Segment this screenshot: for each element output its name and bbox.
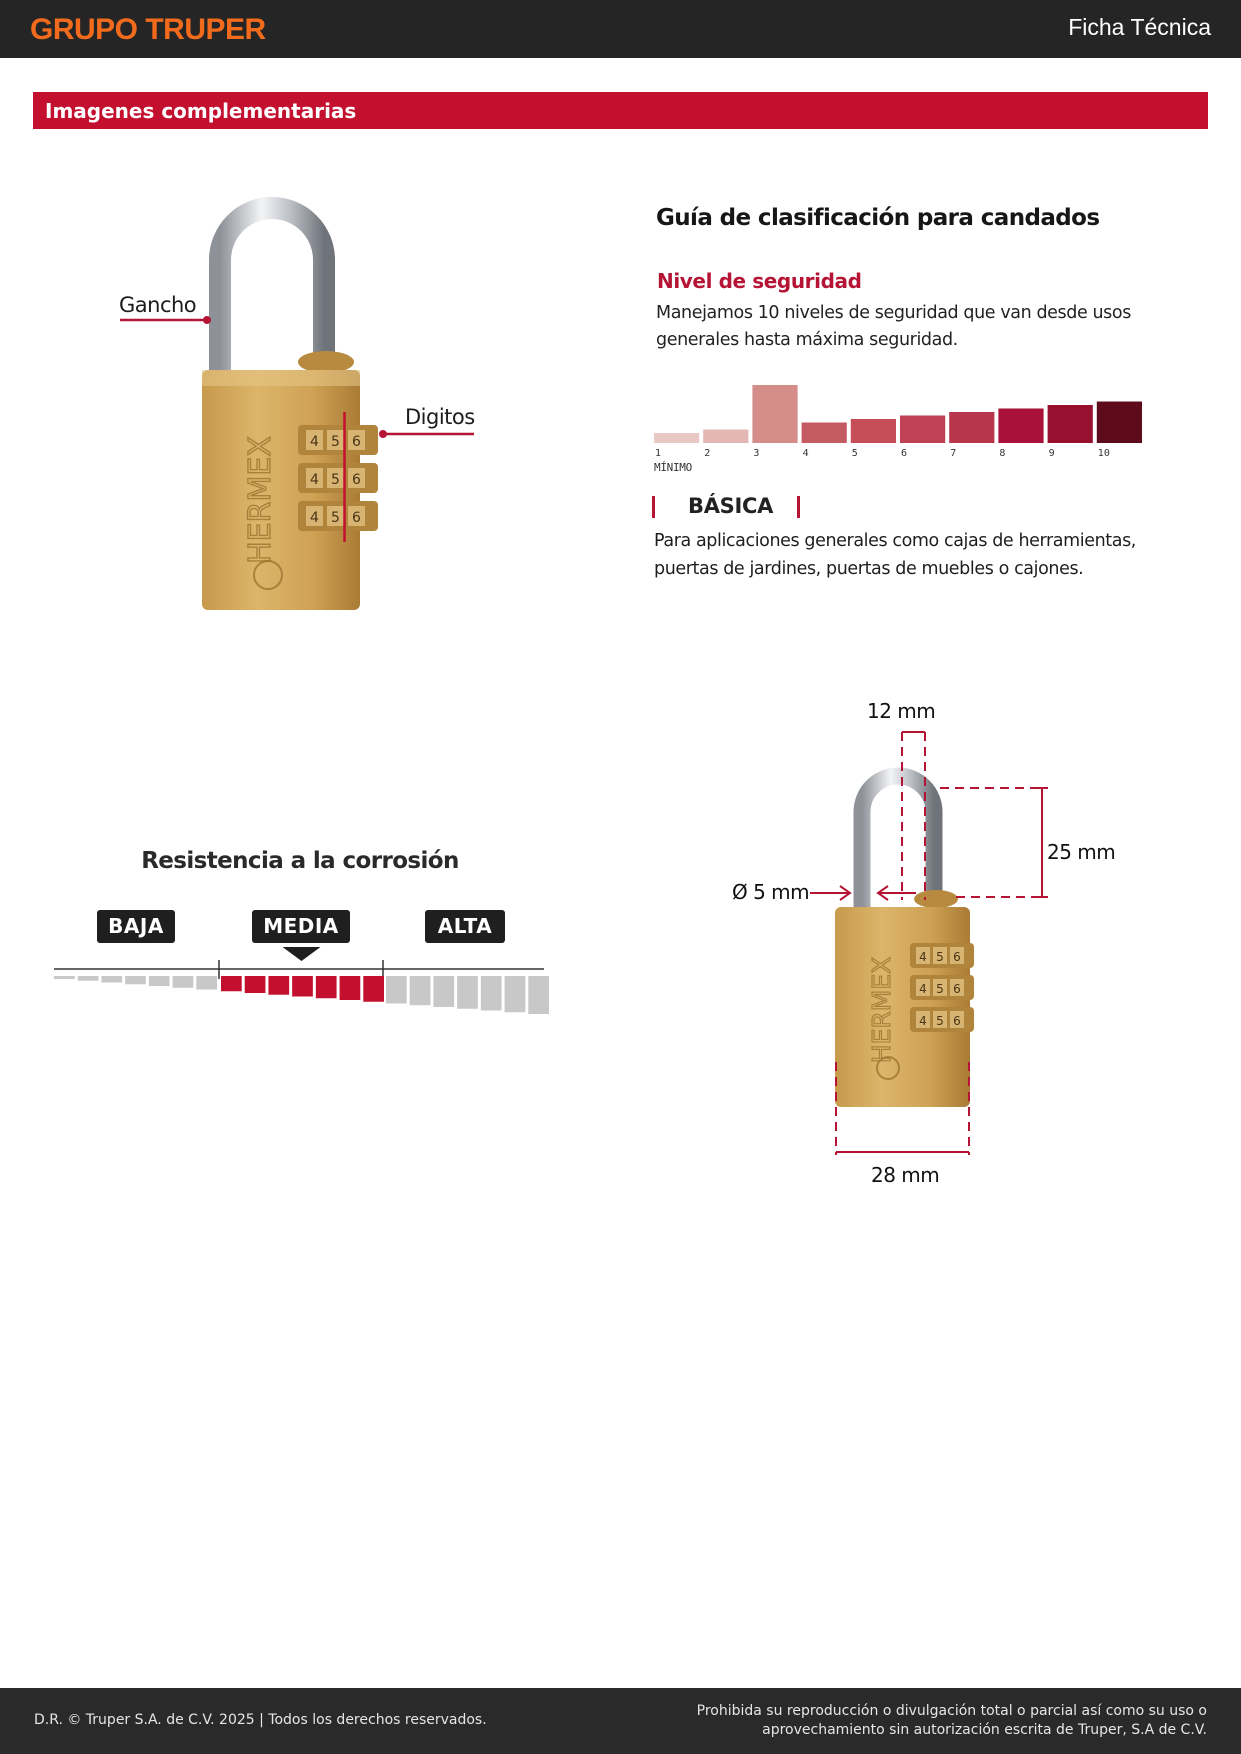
dimension-shackle-width: 12 mm <box>867 699 936 723</box>
corrosion-bar <box>196 976 217 990</box>
security-class-name: BÁSICA <box>688 494 774 518</box>
dimension-shackle-diameter: Ø 5 mm <box>732 880 810 904</box>
section-header <box>33 92 1208 129</box>
svg-text:5: 5 <box>331 472 340 488</box>
corrosion-bar-active <box>268 976 289 995</box>
brand-engraving: HERMEX <box>243 436 278 564</box>
page-header <box>0 0 1241 58</box>
svg-text:5: 5 <box>331 434 340 450</box>
corrosion-bar-active <box>363 976 384 1002</box>
legal-notice-line-1: Prohibida su reproducción o divulgación total o parcial así como su uso o <box>696 1703 1207 1719</box>
security-level-bar <box>1048 405 1093 443</box>
company-logo: GRUPO TRUPER <box>30 13 266 46</box>
shackle-callout-label: Gancho <box>119 293 197 317</box>
corrosion-bar <box>457 976 478 1009</box>
section-title: Imagenes complementarias <box>45 99 357 123</box>
corrosion-bar <box>149 976 170 986</box>
corrosion-bar <box>101 976 122 983</box>
security-level-tick-label: 7 <box>950 448 957 459</box>
svg-text:5: 5 <box>936 1014 944 1028</box>
guide-title: Guía de clasificación para candados <box>656 205 1100 231</box>
security-level-bar-selected <box>752 385 797 443</box>
security-level-tick-label: 10 <box>1097 448 1110 459</box>
corrosion-bar <box>433 976 454 1007</box>
svg-text:5: 5 <box>936 982 944 996</box>
copyright-notice: D.R. © Truper S.A. de C.V. 2025 | Todos los derechos reservados. <box>34 1712 487 1728</box>
digits-callout-dot <box>379 430 387 438</box>
svg-text:6: 6 <box>352 434 361 450</box>
security-level-bar <box>900 416 945 444</box>
security-level-tick-label: 3 <box>753 448 760 459</box>
shackle-callout-dot <box>203 316 211 324</box>
corrosion-scale <box>50 942 550 1022</box>
corrosion-title: Resistencia a la corrosión <box>141 848 459 874</box>
legal-notice-line-2: aprovechamiento sin autorización escrita de Truper, S.A de C.V. <box>762 1722 1207 1738</box>
security-level-description: Manejamos 10 niveles de seguridad que van desde usos generales hasta máxima seguridad. <box>656 303 1131 350</box>
corrosion-selected-pointer <box>283 947 321 961</box>
corrosion-bar-active <box>292 976 313 997</box>
security-level-tick-label: 9 <box>1048 448 1055 459</box>
security-level-bar <box>998 409 1043 444</box>
corrosion-badge-medium: MEDIA <box>252 910 350 943</box>
svg-text:6: 6 <box>352 472 361 488</box>
corrosion-bar-active <box>221 976 242 991</box>
security-level-bar <box>654 433 699 443</box>
svg-text:6: 6 <box>953 982 961 996</box>
corrosion-bar <box>54 976 75 979</box>
svg-text:5: 5 <box>331 510 340 526</box>
security-level-bar <box>802 423 847 444</box>
shackle-collar <box>914 890 958 908</box>
svg-text:5: 5 <box>936 950 944 964</box>
svg-text:4: 4 <box>310 510 319 526</box>
shackle <box>220 208 324 375</box>
corrosion-bar-active <box>245 976 266 993</box>
security-level-tick-label: 6 <box>901 448 908 459</box>
corrosion-bar <box>173 976 194 988</box>
corrosion-bar <box>481 976 502 1011</box>
svg-text:6: 6 <box>953 1014 961 1028</box>
page-footer <box>0 1688 1241 1754</box>
svg-text:4: 4 <box>310 472 319 488</box>
corrosion-bar-active <box>316 976 337 998</box>
dimension-shackle-height: 25 mm <box>1047 840 1116 864</box>
security-level-tick-label: 8 <box>999 448 1006 459</box>
security-class-description: Para aplicaciones generales como cajas de herramientas, puertas de jardines, puertas de muebles o cajones. <box>654 531 1136 579</box>
svg-text:4: 4 <box>919 982 927 996</box>
security-level-bar <box>703 430 748 444</box>
legal-notice <box>697 1702 1207 1740</box>
digits-callout-label: Digitos <box>405 405 475 429</box>
svg-text:4: 4 <box>919 1014 927 1028</box>
security-level-title: Nivel de seguridad <box>657 269 862 293</box>
class-bracket-left <box>652 496 655 518</box>
security-level-tick-label: 2 <box>704 448 711 459</box>
svg-text:4: 4 <box>310 434 319 450</box>
security-level-bar <box>949 412 994 443</box>
document-type: Ficha Técnica <box>1068 14 1211 40</box>
security-level-tick-label: 5 <box>851 448 858 459</box>
security-level-scale <box>650 380 1150 460</box>
svg-text:6: 6 <box>953 950 961 964</box>
dimension-body-width: 28 mm <box>871 1163 940 1187</box>
corrosion-badge-low: BAJA <box>97 910 175 943</box>
corrosion-badge-high: ALTA <box>425 910 505 943</box>
level-min-label: MÍNIMO <box>654 461 692 474</box>
security-level-tick-label: 1 <box>655 448 662 459</box>
svg-text:4: 4 <box>919 950 927 964</box>
corrosion-bar-active <box>340 976 361 1000</box>
corrosion-bar <box>528 976 549 1014</box>
combination-dials <box>910 943 974 1032</box>
security-level-tick-label: 4 <box>802 448 809 459</box>
brand-engraving: HERMEX <box>867 956 896 1064</box>
corrosion-bar <box>505 976 526 1012</box>
corrosion-bar <box>78 976 99 981</box>
padlock-dimensions-diagram <box>720 700 1140 1180</box>
security-level-bar <box>1097 402 1142 444</box>
combination-dials <box>298 412 378 542</box>
corrosion-bar <box>125 976 146 984</box>
shackle-collar <box>298 351 354 373</box>
class-bracket-right <box>797 496 800 518</box>
svg-text:6: 6 <box>352 510 361 526</box>
security-level-bar <box>851 419 896 443</box>
corrosion-bar <box>386 976 407 1004</box>
corrosion-bar <box>410 976 431 1005</box>
